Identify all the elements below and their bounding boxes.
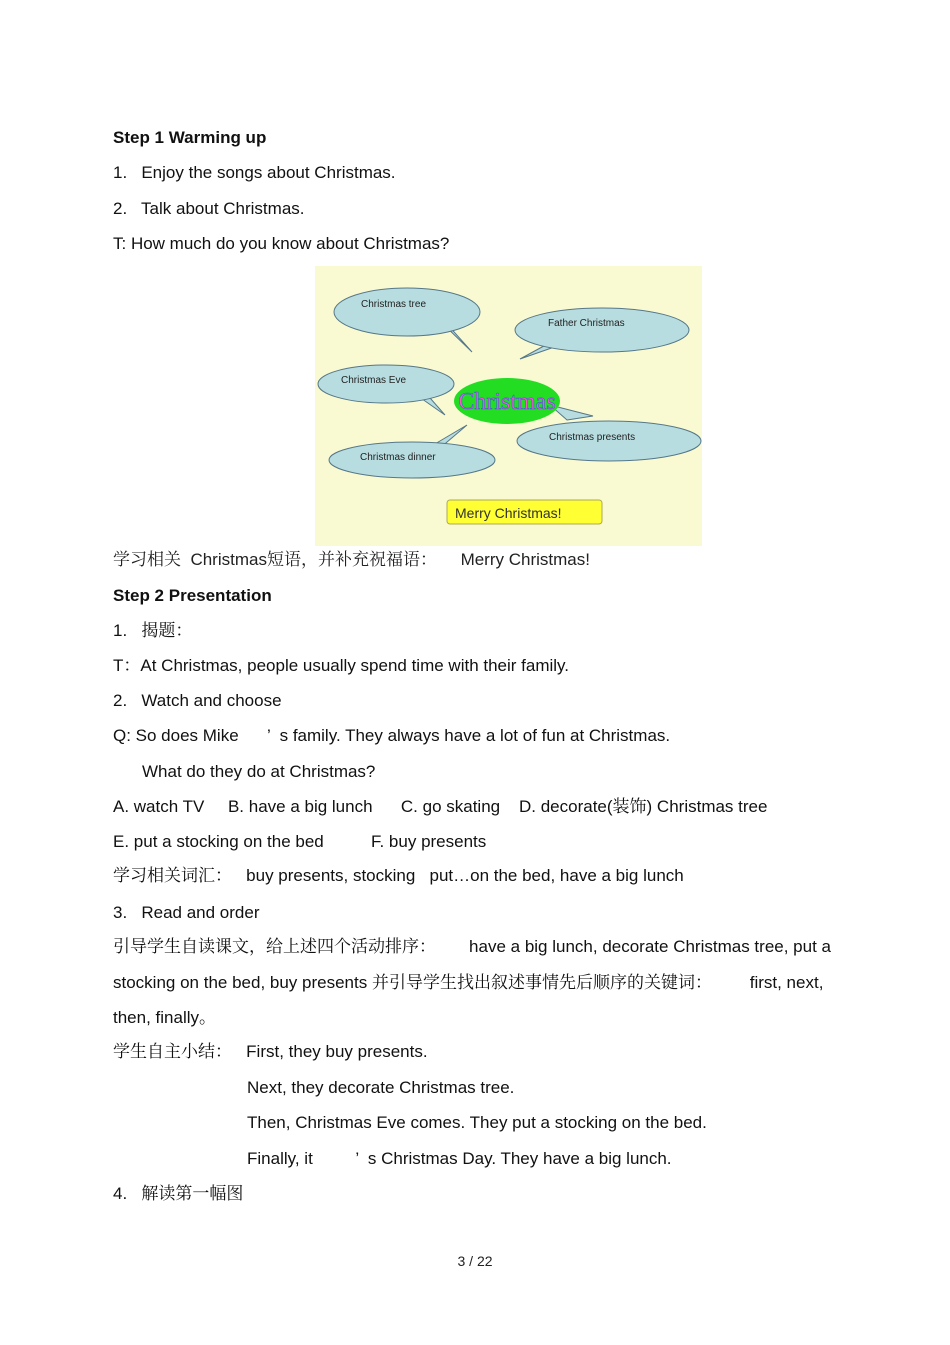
step1-question: T: How much do you know about Christmas? [113, 234, 450, 253]
bubble-label-christmas-presents: Christmas presents [549, 432, 636, 443]
center-christmas-word: Christmas [458, 389, 556, 415]
step2-item-2: 2. Watch and choose [113, 691, 282, 710]
step1-item-1: 1. Enjoy the songs about Christmas. [113, 163, 396, 182]
bubble-christmas-dinner [329, 425, 495, 478]
bubble-father-christmas [515, 308, 689, 359]
merry-christmas-banner [447, 500, 602, 524]
center-christmas-oval [454, 378, 560, 424]
bubble-label-christmas-tree: Christmas tree [361, 299, 427, 310]
step2-options-1: A. watch TV B. have a big lunch C. go skating D. decorate(装饰) Christmas tree [113, 797, 768, 816]
bubble-christmas-eve [318, 365, 454, 415]
banner-label: Merry Christmas! [455, 505, 562, 521]
step2-summary-3: Then, Christmas Eve comes. They put a stocking on the bed. [247, 1113, 707, 1132]
step2-order-1: 引导学生自读课文，给上述四个活动排序： have a big lunch, decorate Christmas tree, put a [113, 937, 831, 956]
step2-order-3: then, finally。 [113, 1008, 216, 1027]
bubble-christmas-tree [334, 288, 480, 352]
step2-options-2: E. put a stocking on the bed F. buy presents [113, 832, 487, 851]
step2-summary-4: Finally, it ’ s Christmas Day. They have a big lunch. [247, 1149, 672, 1168]
step1-item-2: 2. Talk about Christmas. [113, 199, 305, 218]
step2-item-3: 3. Read and order [113, 903, 260, 922]
bubble-label-christmas-dinner: Christmas dinner [360, 452, 436, 463]
bubble-label-christmas-eve: Christmas Eve [341, 375, 407, 386]
step2-t-line: T：At Christmas, people usually spend time with their family. [113, 656, 570, 675]
step2-item-4: 4. 解读第一幅图 [113, 1184, 244, 1203]
step2-heading: Step 2 Presentation [113, 586, 272, 605]
step2-summary-1: 学生自主小结： First, they buy presents. [113, 1042, 428, 1061]
step2-vocab: 学习相关词汇： buy presents, stocking put…on the bed, have a big lunch [113, 866, 684, 885]
step2-q-line-2: What do they do at Christmas? [142, 762, 376, 781]
step2-order-2: stocking on the bed, buy presents 并引导学生找出叙述事情先后顺序的关键词： first, next, [113, 973, 824, 992]
step2-item-1: 1. 揭题： [113, 621, 193, 640]
step1-heading: Step 1 Warming up [113, 128, 267, 147]
christmas-mindmap-figure [315, 266, 702, 546]
page-number: 3 / 22 [457, 1253, 493, 1269]
step2-summary-2: Next, they decorate Christmas tree. [247, 1078, 515, 1097]
step2-q-line: Q: So does Mike ’ s family. They always have a lot of fun at Christmas. [113, 726, 671, 745]
bubble-label-father-christmas: Father Christmas [548, 318, 625, 329]
step1-note: 学习相关 Christmas短语，并补充祝福语： Merry Christmas! [113, 550, 590, 569]
